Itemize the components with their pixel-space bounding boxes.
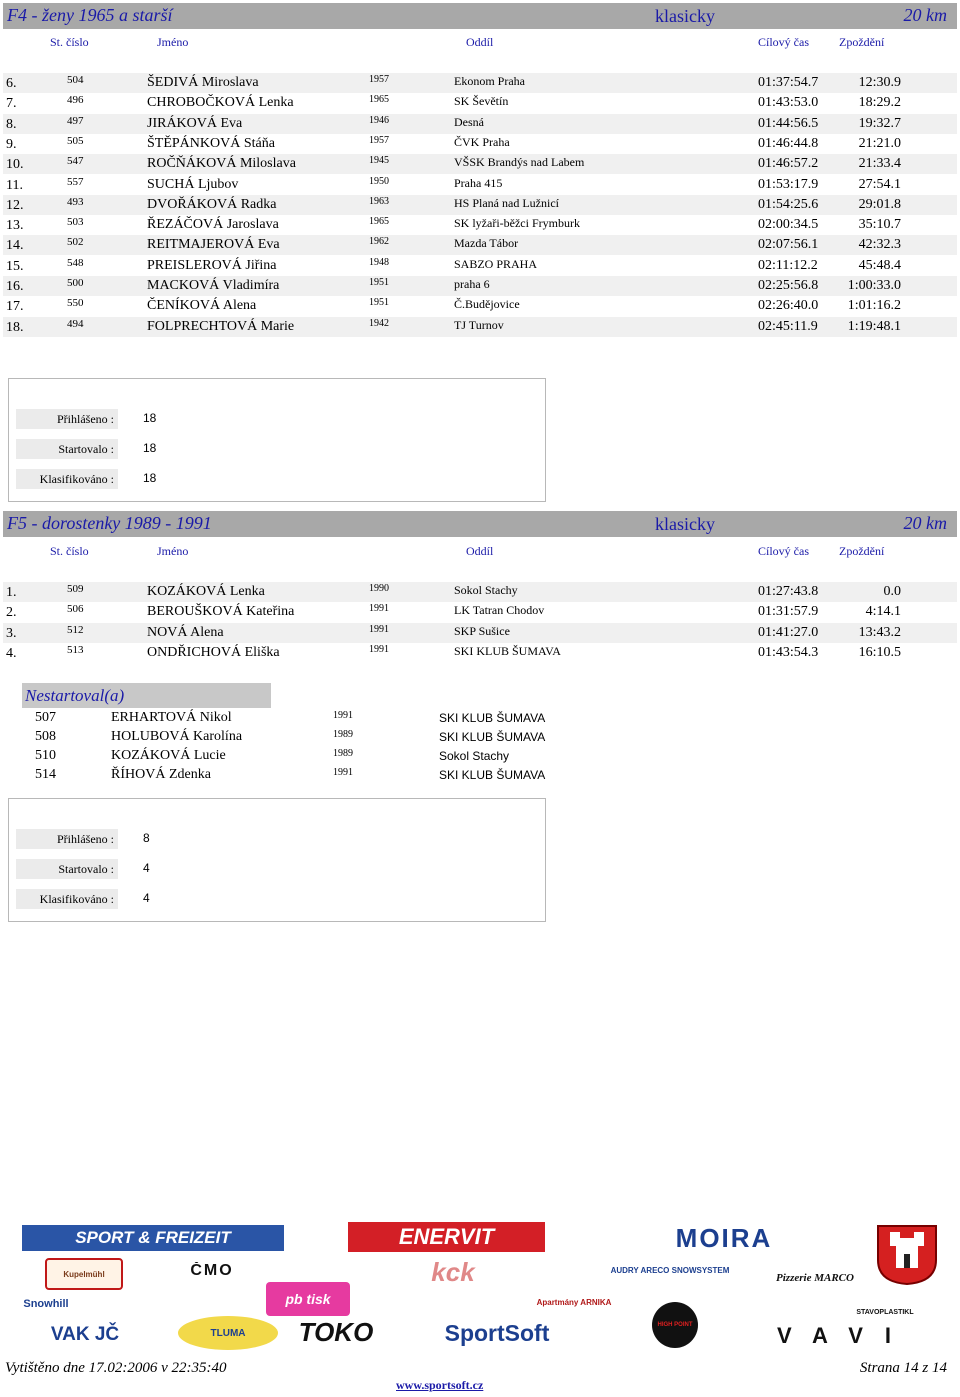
time-cell: 01:41:27.0 [758, 624, 819, 640]
col-bib: St. číslo [50, 544, 89, 558]
year-cell: 1946 [369, 114, 389, 126]
name-cell: ŘÍHOVÁ Zdenka [111, 767, 211, 782]
time-cell: 01:43:53.0 [758, 95, 819, 111]
sponsor-logo: TLUMA [178, 1316, 278, 1350]
classified-value: 4 [143, 891, 150, 905]
name-cell: ŘEZÁČOVÁ Jaroslava [147, 217, 279, 233]
col-name: Jméno [157, 544, 189, 558]
bib-cell: 496 [67, 94, 84, 107]
rank-cell: 1. [6, 585, 17, 600]
table-row [3, 643, 957, 663]
name-cell: SUCHÁ Ljubov [147, 176, 239, 192]
sponsor-logo: Kupelmühl [45, 1258, 123, 1290]
sponsor-logo: pb tisk [266, 1282, 350, 1316]
name-cell: ERHARTOVÁ Nikol [111, 710, 232, 725]
bib-cell: 547 [67, 155, 84, 168]
name-cell: FOLPRECHTOVÁ Marie [147, 318, 295, 334]
table-row [3, 256, 957, 276]
rank-cell: 15. [6, 258, 24, 274]
name-cell: HOLUBOVÁ Karolína [111, 729, 243, 744]
year-cell: 1948 [369, 256, 389, 268]
rank-cell: 7. [6, 96, 17, 112]
rank-cell: 4. [6, 645, 17, 661]
gap-cell: 18:29.2 [858, 95, 901, 111]
time-cell: 02:07:56.1 [758, 237, 819, 253]
time-cell: 01:46:44.8 [758, 135, 819, 151]
time-cell: 01:37:54.7 [758, 75, 819, 90]
gap-cell: 29:01.8 [858, 196, 901, 212]
sponsor-logo: SPORT & FREIZEIT [22, 1225, 284, 1251]
club-cell: Ekonom Praha [454, 74, 525, 88]
gap-cell: 21:33.4 [858, 156, 901, 172]
sponsor-logo: kck [431, 1257, 475, 1287]
bib-cell: 504 [67, 74, 84, 86]
club-cell: SABZO PRAHA [454, 256, 538, 271]
time-cell: 02:45:11.9 [758, 318, 818, 334]
list-item [0, 747, 600, 766]
sponsor-logo: VAK JČ [50, 1324, 120, 1345]
name-cell: KOZÁKOVÁ Lenka [147, 584, 265, 599]
club-cell: Mazda Tábor [454, 236, 519, 251]
year-cell: 1991 [369, 643, 389, 655]
name-cell: KOZÁKOVÁ Lucie [111, 748, 226, 763]
category-distance: 20 km [903, 5, 947, 25]
year-cell: 1963 [369, 195, 389, 207]
rank-cell: 9. [6, 136, 17, 152]
gap-cell: 12:30.9 [858, 75, 901, 90]
club-cell: SKP Sušice [454, 623, 510, 638]
bib-cell: 503 [67, 216, 84, 229]
time-cell: 01:43:54.3 [758, 644, 819, 660]
sponsor-logo: Pizzerie MARCO [776, 1272, 854, 1284]
sponsor-logo: STAVOPLASTIKL [856, 1308, 914, 1316]
registered-label: Přihlášeno : [16, 409, 118, 429]
club-cell: LK Tatran Chodov [454, 603, 545, 618]
club-cell: Sokol Stachy [454, 583, 518, 597]
year-cell: 1989 [333, 748, 353, 759]
category-title: F4 - ženy 1965 a starší [7, 5, 173, 25]
table-row [3, 195, 957, 215]
gap-cell: 13:43.2 [858, 624, 901, 640]
year-cell: 1962 [369, 236, 389, 248]
time-cell: 01:44:56.5 [758, 115, 819, 131]
town-crest-icon [874, 1224, 940, 1286]
time-cell: 02:00:34.5 [758, 217, 819, 233]
started-value: 4 [143, 861, 150, 875]
bib-cell: 494 [67, 317, 84, 330]
name-cell: PREISLEROVÁ Jiřina [147, 257, 277, 273]
table-row [3, 73, 957, 93]
club-cell: SKI KLUB ŠUMAVA [454, 643, 561, 658]
list-item [0, 728, 600, 747]
year-cell: 1957 [369, 134, 389, 146]
club-cell: SK lyžaři-běžci Frymburk [454, 216, 580, 231]
table-row [3, 134, 957, 154]
bib-cell: 514 [35, 767, 56, 782]
bib-cell: 557 [67, 175, 84, 188]
gap-cell: 19:32.7 [858, 115, 901, 131]
gap-cell: 4:14.1 [865, 604, 901, 620]
sponsor-logo: ČMO [190, 1262, 234, 1279]
rank-cell: 14. [6, 238, 24, 254]
time-cell: 01:54:25.6 [758, 196, 819, 212]
table-row [3, 317, 957, 337]
category-distance: 20 km [903, 513, 947, 533]
registered-value: 8 [143, 831, 150, 845]
rank-cell: 10. [6, 157, 24, 173]
year-cell: 1950 [369, 175, 389, 187]
bib-cell: 502 [67, 236, 84, 249]
classified-label: Klasifikováno : [16, 469, 118, 489]
sponsor-logo: Apartmány ARNIKA [536, 1297, 612, 1307]
bib-cell: 505 [67, 134, 84, 147]
table-row [3, 276, 957, 296]
classified-label: Klasifikováno : [16, 889, 118, 909]
sponsor-logo: VAVI [776, 1325, 914, 1347]
table-row [3, 175, 957, 195]
gap-cell: 1:00:33.0 [847, 278, 901, 293]
col-club: Oddíl [466, 544, 494, 558]
sponsor-logo: HIGH POINT [652, 1302, 698, 1348]
rank-cell: 13. [6, 218, 24, 234]
year-cell: 1991 [369, 603, 389, 615]
category-header [3, 3, 957, 29]
rank-cell: 8. [6, 116, 17, 132]
name-cell: ŠEDIVÁ Miroslava [147, 75, 259, 90]
website-link[interactable]: www.sportsoft.cz [396, 1378, 484, 1392]
club-cell: SK Ševětín [454, 94, 509, 109]
year-cell: 1957 [369, 74, 389, 85]
club-cell: HS Planá nad Lužnicí [454, 195, 559, 210]
year-cell: 1951 [369, 277, 389, 288]
stats-box [8, 378, 546, 502]
classified-value: 18 [143, 471, 157, 485]
table-row [3, 235, 957, 255]
category-style: klasicky [655, 6, 715, 26]
rank-cell: 11. [6, 177, 23, 193]
gap-cell: 0.0 [883, 584, 901, 599]
table-row [3, 154, 957, 174]
club-cell: Praha 415 [454, 175, 503, 190]
name-cell: ROČŇÁKOVÁ Miloslava [147, 156, 296, 172]
bib-cell: 513 [67, 643, 84, 656]
time-cell: 02:11:12.2 [758, 257, 818, 273]
gap-cell: 16:10.5 [858, 644, 901, 660]
category-header [3, 511, 957, 537]
name-cell: NOVÁ Alena [147, 624, 224, 640]
started-value: 18 [143, 441, 157, 455]
list-item [0, 766, 600, 785]
sponsor-logo: MOIRA [675, 1224, 773, 1252]
rank-cell: 2. [6, 605, 17, 621]
club-cell: Č.Budějovice [454, 297, 520, 312]
year-cell: 1942 [369, 317, 389, 329]
table-row [3, 296, 957, 316]
name-cell: ŠTĚPÁNKOVÁ Stáňa [147, 135, 275, 151]
sponsor-logo: ENERVIT [348, 1222, 545, 1252]
name-cell: CHROBOČKOVÁ Lenka [147, 95, 294, 111]
club-cell: SKI KLUB ŠUMAVA [439, 768, 546, 782]
col-time: Cílový čas [758, 35, 809, 49]
time-cell: 01:46:57.2 [758, 156, 819, 172]
table-row [3, 215, 957, 235]
bib-cell: 493 [67, 195, 84, 208]
name-cell: MACKOVÁ Vladimíra [147, 278, 280, 293]
started-label: Startovalo : [16, 859, 118, 879]
year-cell: 1945 [369, 155, 389, 167]
year-cell: 1991 [369, 623, 389, 635]
gap-cell: 42:32.3 [858, 237, 901, 253]
club-cell: SKI KLUB ŠUMAVA [439, 711, 546, 725]
table-row [3, 602, 957, 622]
year-cell: 1951 [369, 297, 389, 309]
time-cell: 02:25:56.8 [758, 278, 819, 293]
gap-cell: 1:19:48.1 [847, 318, 901, 334]
gap-cell: 21:21.0 [858, 135, 901, 151]
name-cell: ONDŘICHOVÁ Eliška [147, 644, 280, 660]
col-name: Jméno [157, 35, 189, 49]
list-item [0, 709, 600, 728]
bib-cell: 497 [67, 114, 84, 127]
club-cell: Sokol Stachy [439, 749, 510, 763]
name-cell: JIRÁKOVÁ Eva [147, 115, 243, 131]
bib-cell: 507 [35, 710, 56, 725]
category-title: F5 - dorostenky 1989 - 1991 [7, 513, 212, 533]
rank-cell: 12. [6, 197, 24, 213]
club-cell: Desná [454, 114, 484, 129]
col-club: Oddíl [466, 35, 494, 49]
category-style: klasicky [655, 514, 715, 534]
name-cell: ČENÍKOVÁ Alena [147, 298, 257, 314]
started-label: Startovalo : [16, 439, 118, 459]
club-cell: VŠSK Brandýs nad Labem [454, 155, 585, 170]
dns-title: Nestartoval(a) [22, 683, 271, 708]
col-gap: Zpoždění [839, 35, 885, 49]
bib-cell: 509 [67, 583, 84, 595]
sponsor-logo: SportSoft [444, 1320, 550, 1346]
year-cell: 1965 [369, 94, 389, 106]
col-bib: St. číslo [50, 35, 89, 49]
club-cell: ČVK Praha [454, 134, 510, 149]
year-cell: 1991 [333, 767, 353, 778]
time-cell: 01:53:17.9 [758, 176, 819, 192]
name-cell: REITMAJEROVÁ Eva [147, 237, 280, 253]
bib-cell: 508 [35, 729, 56, 744]
rank-cell: 18. [6, 319, 24, 335]
bib-cell: 500 [67, 277, 84, 289]
gap-cell: 35:10.7 [858, 217, 901, 233]
gap-cell: 45:48.4 [858, 257, 901, 273]
year-cell: 1990 [369, 583, 389, 594]
sponsor-logo: TOKO [298, 1317, 374, 1347]
club-cell: praha 6 [454, 277, 490, 291]
col-time: Cílový čas [758, 544, 809, 558]
club-cell: TJ Turnov [454, 317, 504, 332]
name-cell: DVOŘÁKOVÁ Radka [147, 196, 277, 212]
print-timestamp: Vytištěno dne 17.02:2006 v 22:35:40 [5, 1360, 227, 1376]
bib-cell: 510 [35, 748, 56, 763]
sponsor-logo: AUDRY ARECO SNOWSYSTEM [610, 1265, 730, 1275]
bib-cell: 548 [67, 256, 84, 269]
gap-cell: 27:54.1 [858, 176, 901, 192]
registered-value: 18 [143, 411, 157, 425]
rank-cell: 17. [6, 299, 24, 315]
bib-cell: 512 [67, 623, 84, 636]
time-cell: 02:26:40.0 [758, 298, 819, 314]
stats-box [8, 798, 546, 922]
table-row [3, 93, 957, 113]
sponsor-logo: Snowhill [23, 1298, 69, 1310]
rank-cell: 6. [6, 76, 17, 91]
name-cell: BEROUŠKOVÁ Kateřina [147, 604, 295, 620]
year-cell: 1991 [333, 710, 353, 721]
page-number: Strana 14 z 14 [859, 1360, 947, 1376]
year-cell: 1965 [369, 216, 389, 228]
gap-cell: 1:01:16.2 [847, 298, 901, 314]
table-row [3, 582, 957, 602]
col-gap: Zpoždění [839, 544, 885, 558]
year-cell: 1989 [333, 729, 353, 740]
registered-label: Přihlášeno : [16, 829, 118, 849]
rank-cell: 3. [6, 625, 17, 641]
table-row [3, 623, 957, 643]
club-cell: SKI KLUB ŠUMAVA [439, 730, 546, 744]
bib-cell: 506 [67, 603, 84, 616]
time-cell: 01:27:43.8 [758, 584, 819, 599]
bib-cell: 550 [67, 297, 84, 310]
time-cell: 01:31:57.9 [758, 604, 819, 620]
table-row [3, 114, 957, 134]
rank-cell: 16. [6, 279, 24, 294]
